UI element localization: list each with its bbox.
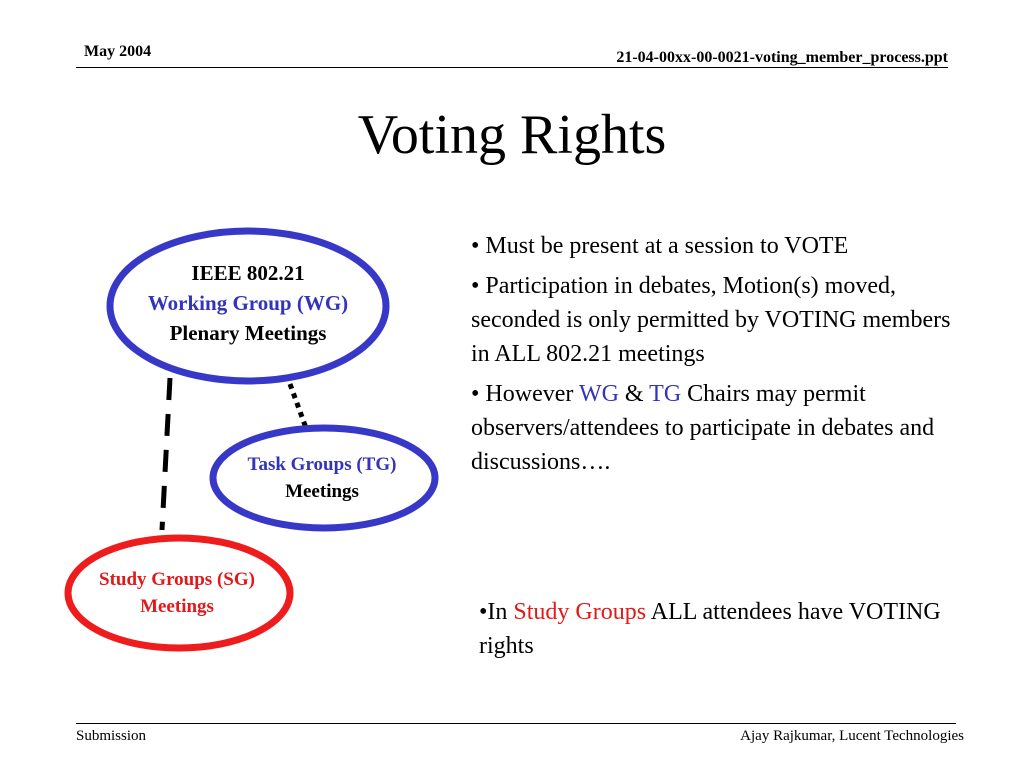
bullet-participation: • Participation in debates, Motion(s) moved, seconded is only permitted by VOTING members in ALL 802.21 meetings — [471, 273, 951, 367]
bullet-study-groups — [479, 595, 959, 663]
sg-line-meetings: Meetings — [140, 596, 214, 617]
sg-node-text — [70, 566, 284, 620]
tg-node-text — [212, 451, 432, 505]
header-document-id: 21-04-00xx-00-0021-voting_member_process.ppt — [616, 49, 948, 66]
wg-to-tg-connector — [290, 384, 306, 428]
bullet-chairs-amp: & — [618, 381, 650, 407]
bullet-chairs — [471, 377, 961, 479]
bullet-chairs-tg: TG — [649, 381, 682, 407]
wg-node-text — [120, 258, 376, 348]
bullet-sg-highlight: Study Groups — [513, 599, 647, 625]
bullet-chairs-post: Chairs may permit observers/attendees to participate in debates and discussions…. — [471, 381, 935, 475]
wg-line-ieee: IEEE 802.21 — [191, 261, 305, 285]
tg-line-task-groups: Task Groups (TG) — [247, 454, 397, 475]
slide-title: Voting Rights — [357, 104, 667, 166]
footer-divider — [76, 723, 956, 724]
bullet-sg-pre: •In — [479, 599, 514, 625]
sg-line-study-groups: Study Groups (SG) — [99, 569, 255, 590]
bullet-sg-post: ALL attendees have VOTING rights — [479, 599, 941, 659]
footer-submission: Submission — [76, 728, 147, 744]
bullet-chairs-pre: • However — [471, 381, 579, 407]
footer-author: Ajay Rajkumar, Lucent Technologies — [740, 728, 964, 744]
tg-line-meetings: Meetings — [285, 481, 359, 502]
wg-to-sg-connector — [162, 378, 170, 530]
bullet-list — [471, 229, 961, 485]
header-date: May 2004 — [84, 43, 152, 60]
bullet-present: • Must be present at a session to VOTE — [471, 233, 849, 259]
wg-line-plenary: Plenary Meetings — [169, 321, 327, 345]
wg-line-working-group: Working Group (WG) — [147, 291, 349, 315]
bullet-chairs-wg: WG — [578, 381, 619, 407]
